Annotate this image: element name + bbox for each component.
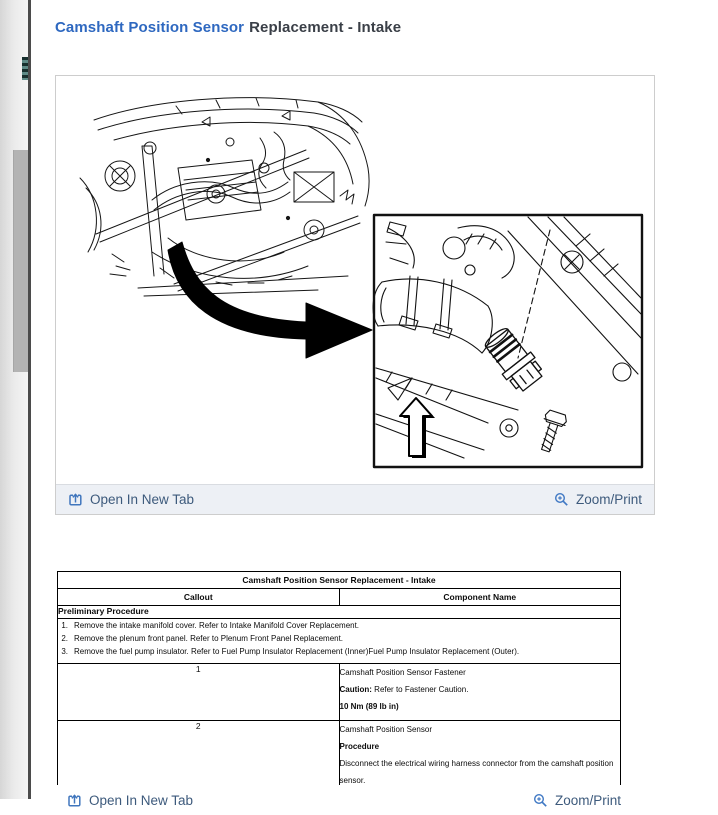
- page-scrollbar[interactable]: [0, 0, 31, 799]
- step-item: 2. Remove the plenum front panel. Refer to Plenum Front Panel Replacement.: [61, 634, 344, 643]
- table-links-row: [55, 785, 629, 815]
- col-header-component: Component Name: [339, 589, 621, 606]
- open-in-new-tab-icon: [68, 492, 83, 507]
- table-title: Camshaft Position Sensor Replacement - Intake: [58, 572, 621, 589]
- zoom-print-link[interactable]: [554, 492, 642, 507]
- table-zoom-print-link[interactable]: [533, 793, 621, 808]
- figure-card: [55, 75, 655, 515]
- inset-closeup: [373, 215, 642, 467]
- zoom-magnifier-plus-icon: [554, 492, 569, 507]
- preliminary-procedure-label: Preliminary Procedure: [58, 606, 621, 619]
- table-zoom-print-label: Zoom/Print: [554, 792, 621, 808]
- component-cell: Camshaft Position Sensor Fastener Caution: Refer to Fastener Caution. 10 Nm (89 lb in): [339, 664, 621, 721]
- main-content: [31, 0, 718, 808]
- callout-number: 2: [58, 721, 340, 790]
- page-title-rest: Replacement - Intake: [249, 19, 402, 36]
- page-title: [55, 19, 401, 36]
- table-open-in-new-tab-link[interactable]: [67, 793, 193, 808]
- engine-bay-art: [80, 98, 369, 296]
- callout-number: 1: [58, 664, 340, 721]
- component-cell: Camshaft Position Sensor Procedure Disconnect the electrical wiring harness connector from the camshaft position sensor.: [339, 721, 621, 790]
- zoom-print-label: Zoom/Print: [575, 492, 642, 507]
- table-open-in-new-tab-label: Open In New Tab: [89, 792, 194, 808]
- page-title-link[interactable]: Camshaft Position Sensor: [55, 19, 245, 36]
- open-in-new-tab-label: Open In New Tab: [90, 492, 195, 507]
- figure-card-footer: [56, 484, 654, 514]
- zoom-magnifier-plus-icon: [533, 793, 548, 808]
- procedure-table[interactable]: [57, 571, 621, 790]
- open-in-new-tab-icon: [67, 793, 82, 808]
- step-item: 3. Remove the fuel pump insulator. Refer to Fuel Pump Insulator Replacement (Inner)Fuel Pump Insulator Replacement (Outer).: [61, 647, 520, 656]
- black-curved-callout-arrow: [168, 242, 372, 358]
- figure-image[interactable]: [56, 76, 654, 483]
- preliminary-steps: [58, 619, 621, 664]
- col-header-callout: Callout: [58, 589, 340, 606]
- open-in-new-tab-link[interactable]: [68, 492, 194, 507]
- step-item: 1. Remove the intake manifold cover. Refer to Intake Manifold Cover Replacement.: [61, 621, 360, 630]
- scrollbar-thumb[interactable]: [13, 150, 29, 372]
- engine-illustration: [56, 76, 654, 483]
